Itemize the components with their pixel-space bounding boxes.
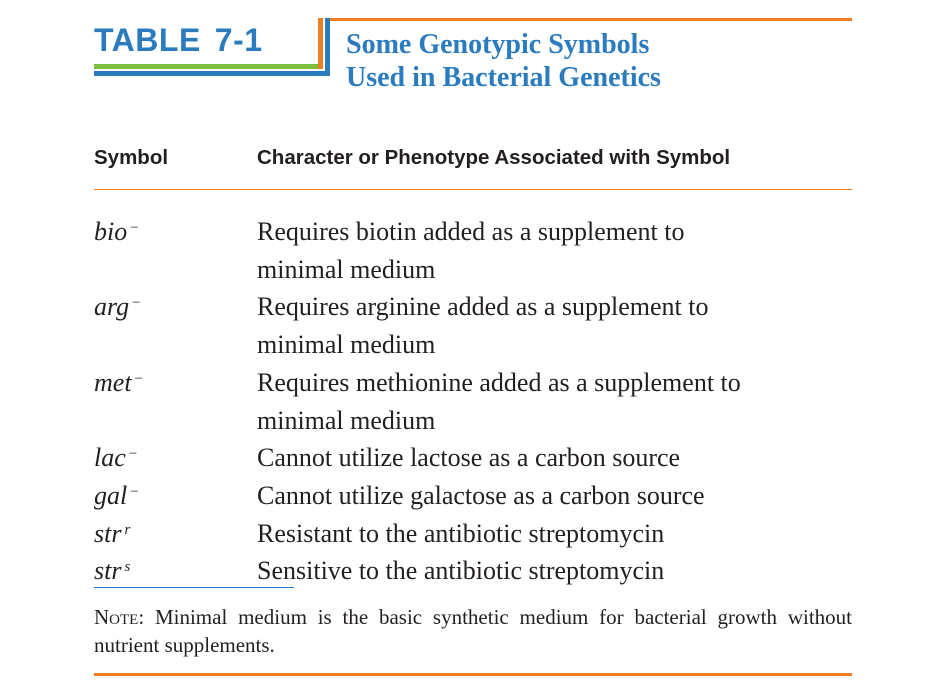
table-row [94,288,852,363]
symbol-cell [94,364,257,439]
symbol-superscript: − [130,483,139,500]
symbol-superscript: s [124,559,131,576]
description-line: Resistant to the antibiotic streptomycin [257,518,665,548]
table-row [94,477,852,515]
description-line: Cannot utilize lactose as a carbon source [257,443,681,473]
table-label [94,24,263,56]
symbol-text: str [94,556,122,586]
column-header-symbol: Symbol [94,146,169,169]
symbol-text: met [94,367,132,397]
note-text: Minimal medium is the basic synthetic medium for bacterial growth without nutrient supplements. [94,605,852,657]
symbol-superscript: − [130,220,139,236]
symbol-superscript: − [128,446,138,463]
bottom-rule [94,673,852,676]
table-number: 7-1 [214,22,263,58]
header-rule-blue [94,71,330,76]
table-body [94,213,852,590]
header-divider-rule [94,189,852,190]
symbol-cell [94,288,257,363]
description-line: minimal medium [257,254,436,284]
table-row [94,439,852,477]
symbol-superscript: − [134,370,144,387]
description-cell [257,477,852,515]
description-cell [257,515,852,553]
symbol-cell [94,515,257,553]
table-row [94,364,852,439]
header-divider-orange [318,18,323,69]
table-title-line-2: Used in Bacterial Genetics [346,62,661,93]
symbol-cell [94,439,257,477]
symbol-cell [94,477,257,515]
symbol-cell [94,552,257,590]
header-divider-blue [325,18,330,76]
header-top-rule [330,18,852,21]
symbol-superscript: r [124,521,131,538]
description-cell [257,439,852,477]
table-row [94,213,852,288]
column-header-character: Character or Phenotype Associated with Symbol [257,146,731,169]
symbol-superscript: − [132,295,141,312]
symbol-text: lac [94,443,126,473]
description-line: Cannot utilize galactose as a carbon source [257,480,705,510]
header-rule-green [94,64,318,69]
description-line: Requires methionine added as a supplement to [257,367,741,397]
table-row [94,515,852,553]
description-cell [257,213,852,288]
description-cell [257,288,852,363]
table-title [346,28,846,94]
table-row [94,552,852,590]
note-label: Note [94,605,139,629]
description-cell [257,552,852,590]
table-word: TABLE [94,22,201,58]
table-title-line-1: Some Genotypic Symbols [346,29,650,60]
symbol-text: bio [94,217,128,246]
description-line: Sensitive to the antibiotic streptomycin [257,556,665,586]
symbol-text: str [94,518,122,548]
symbol-text: arg [94,292,130,322]
description-cell [257,364,852,439]
table-foot-rule [94,587,294,588]
table-note: Note: Minimal medium is the basic synthetic medium for bacterial growth without nutrient supplements. [94,605,852,657]
symbol-text: gal [94,480,128,510]
symbol-cell [94,213,257,288]
description-line: Requires arginine added as a supplement to [257,292,709,322]
description-line: Requires biotin added as a supplement to [257,217,685,246]
description-line: minimal medium [257,330,436,360]
description-line: minimal medium [257,405,436,435]
